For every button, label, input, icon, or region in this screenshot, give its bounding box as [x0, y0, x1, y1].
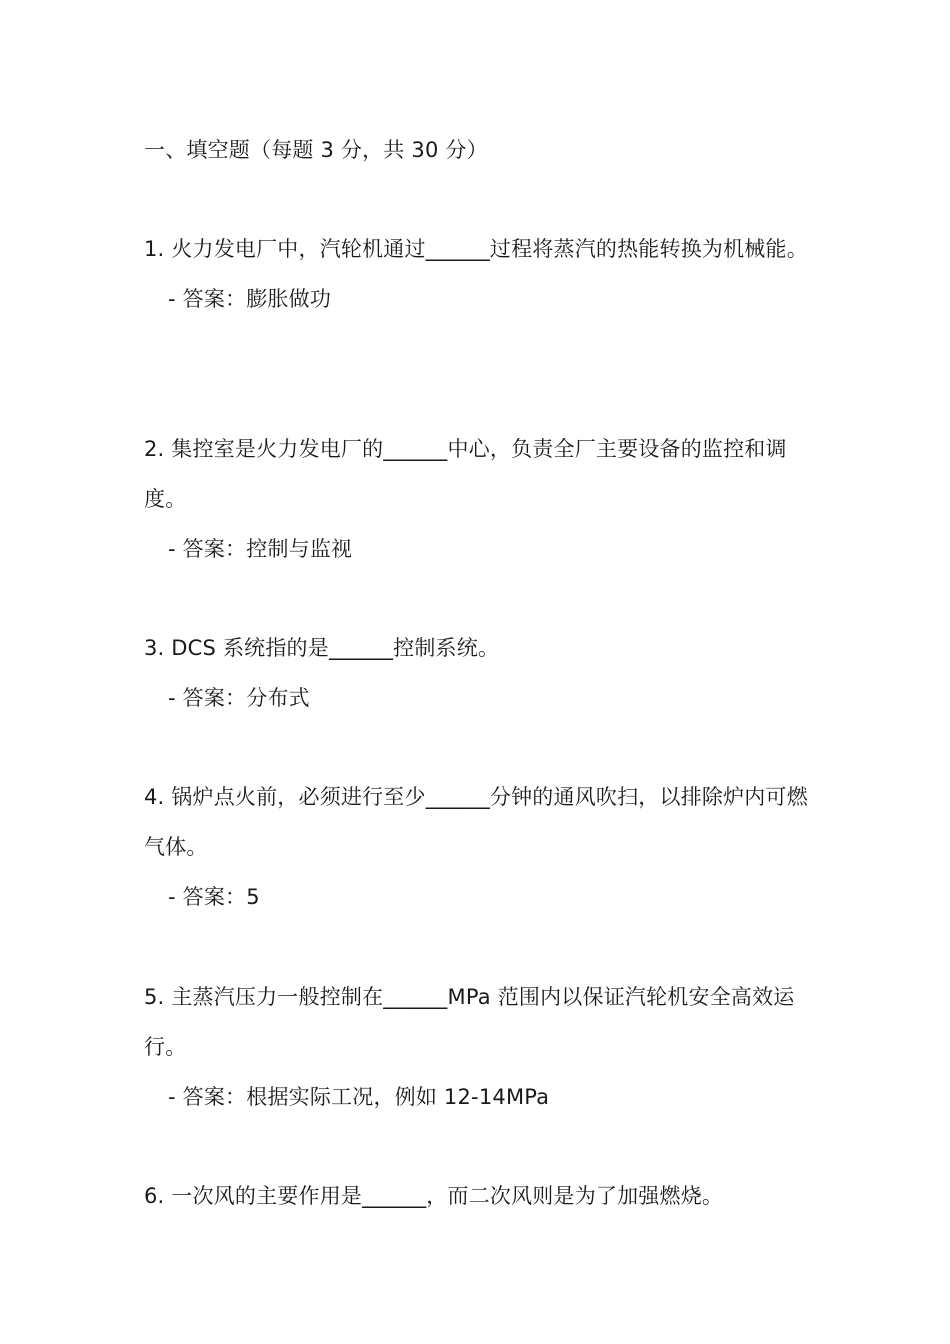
section-heading: 一、填空题（每题 3 分，共 30 分） [144, 138, 488, 162]
question-text: 6. 一次风的主要作用是______，而二次风则是为了加强燃烧。 [144, 1184, 724, 1208]
answer-text: - 答案：膨胀做功 [168, 287, 332, 311]
question-text: 3. DCS 系统指的是______控制系统。 [144, 636, 500, 660]
answer-text: - 答案：分布式 [168, 686, 310, 710]
answer-text: - 答案：控制与监视 [168, 537, 353, 561]
question-6 [144, 1171, 812, 1221]
question-text: 5. 主蒸汽压力一般控制在______MPa 范围内以保证汽轮机安全高效运行。 [144, 985, 795, 1059]
question-5 [144, 972, 812, 1122]
question-text: 1. 火力发电厂中，汽轮机通过______过程将蒸汽的热能转换为机械能。 [144, 237, 808, 261]
question-1 [144, 224, 812, 324]
question-3 [144, 623, 812, 723]
question-text: 4. 锅炉点火前，必须进行至少______分钟的通风吹扫，以排除炉内可燃气体。 [144, 785, 808, 859]
question-2 [144, 424, 812, 574]
question-4 [144, 772, 812, 922]
question-text: 2. 集控室是火力发电厂的______中心，负责全厂主要设备的监控和调度。 [144, 437, 787, 511]
answer-text: - 答案：根据实际工况，例如 12-14MPa [168, 1085, 550, 1109]
answer-text: - 答案：5 [168, 885, 260, 909]
